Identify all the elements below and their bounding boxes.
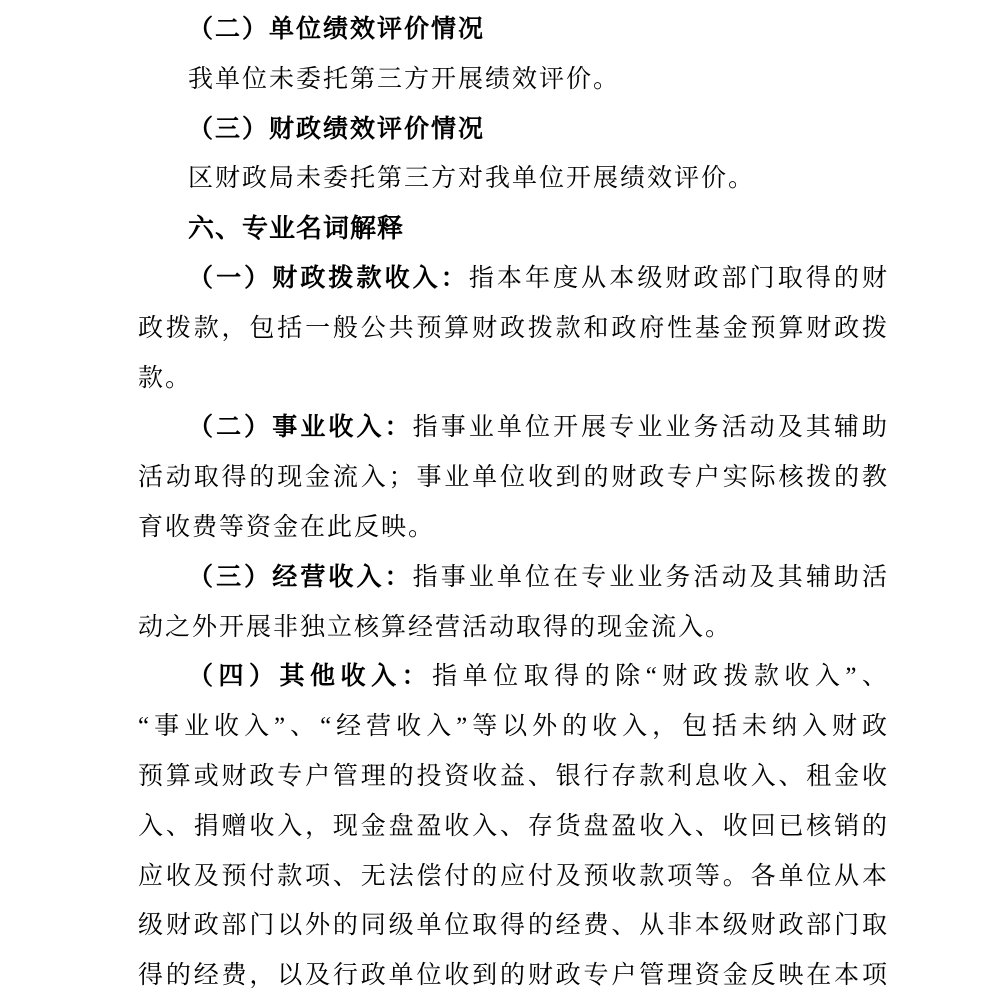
term-fiscal-appropriation-income-text: 指本年度从本级财政部门取得的财 — [468, 264, 887, 292]
text-fiscal-performance-evaluation: 区财政局未委托第三方对我单位开展绩效评价。 — [188, 165, 756, 193]
subheading-fiscal-performance-evaluation: （三）财政绩效评价情况 — [188, 115, 486, 143]
term-business-income-lead: （三）经营收入： — [188, 563, 413, 591]
term-fiscal-appropriation-income-line-1 — [138, 254, 887, 304]
term-other-income-line-1 — [138, 652, 887, 702]
term-business-income-line-1 — [138, 553, 887, 603]
subheading-unit-performance-evaluation: （二）单位绩效评价情况 — [188, 16, 486, 43]
term-other-income-line-7: 得的经费，以及行政单位收到的财政专户管理资金反映在本项 — [138, 962, 887, 990]
term-other-income-line-6: 级财政部门以外的同级单位取得的经费、从非本级财政部门取 — [138, 912, 887, 940]
term-business-income-text: 指事业单位在专业业务活动及其辅助活 — [412, 563, 887, 591]
term-institutional-income-lead: （二）事业收入： — [188, 414, 413, 442]
term-other-income-lead: （四）其他收入： — [188, 663, 433, 691]
term-other-income-line-4: 入、捐赠收入，现金盘盈收入、存货盘盈收入、收回已核销的 — [138, 812, 887, 840]
term-institutional-income-line-2: 活动取得的现金流入；事业单位收到的财政专户实际核拨的教 — [138, 464, 887, 492]
term-other-income-line-5: 应收及预付款项、无法偿付的应付及预收款项等。各单位从本 — [138, 862, 887, 890]
section-heading-glossary: 六、专业名词解释 — [188, 213, 405, 244]
term-other-income-text: 指单位取得的除“财政拨款收入”、 — [432, 663, 887, 691]
term-institutional-income-text: 指事业单位开展专业业务活动及其辅助 — [412, 414, 887, 442]
term-fiscal-appropriation-income-line-2: 政拨款，包括一般公共预算财政拨款和政府性基金预算财政拨 — [138, 314, 887, 342]
term-business-income-line-2: 动之外开展非独立核算经营活动取得的现金流入。 — [138, 613, 733, 641]
term-other-income-line-2: “事业收入”、“经营收入”等以外的收入，包括未纳入财政 — [138, 713, 887, 741]
term-institutional-income-line-3: 育收费等资金在此反映。 — [138, 513, 436, 541]
term-institutional-income-line-1 — [138, 403, 887, 453]
term-fiscal-appropriation-income-line-3: 款。 — [138, 364, 193, 392]
term-fiscal-appropriation-income-lead: （一）财政拨款收入： — [188, 264, 469, 292]
document-body — [138, 5, 887, 1001]
text-unit-performance-evaluation: 我单位未委托第三方开展绩效评价。 — [188, 65, 621, 93]
term-other-income-line-3: 预算或财政专户管理的投资收益、银行存款利息收入、租金收 — [138, 762, 887, 790]
